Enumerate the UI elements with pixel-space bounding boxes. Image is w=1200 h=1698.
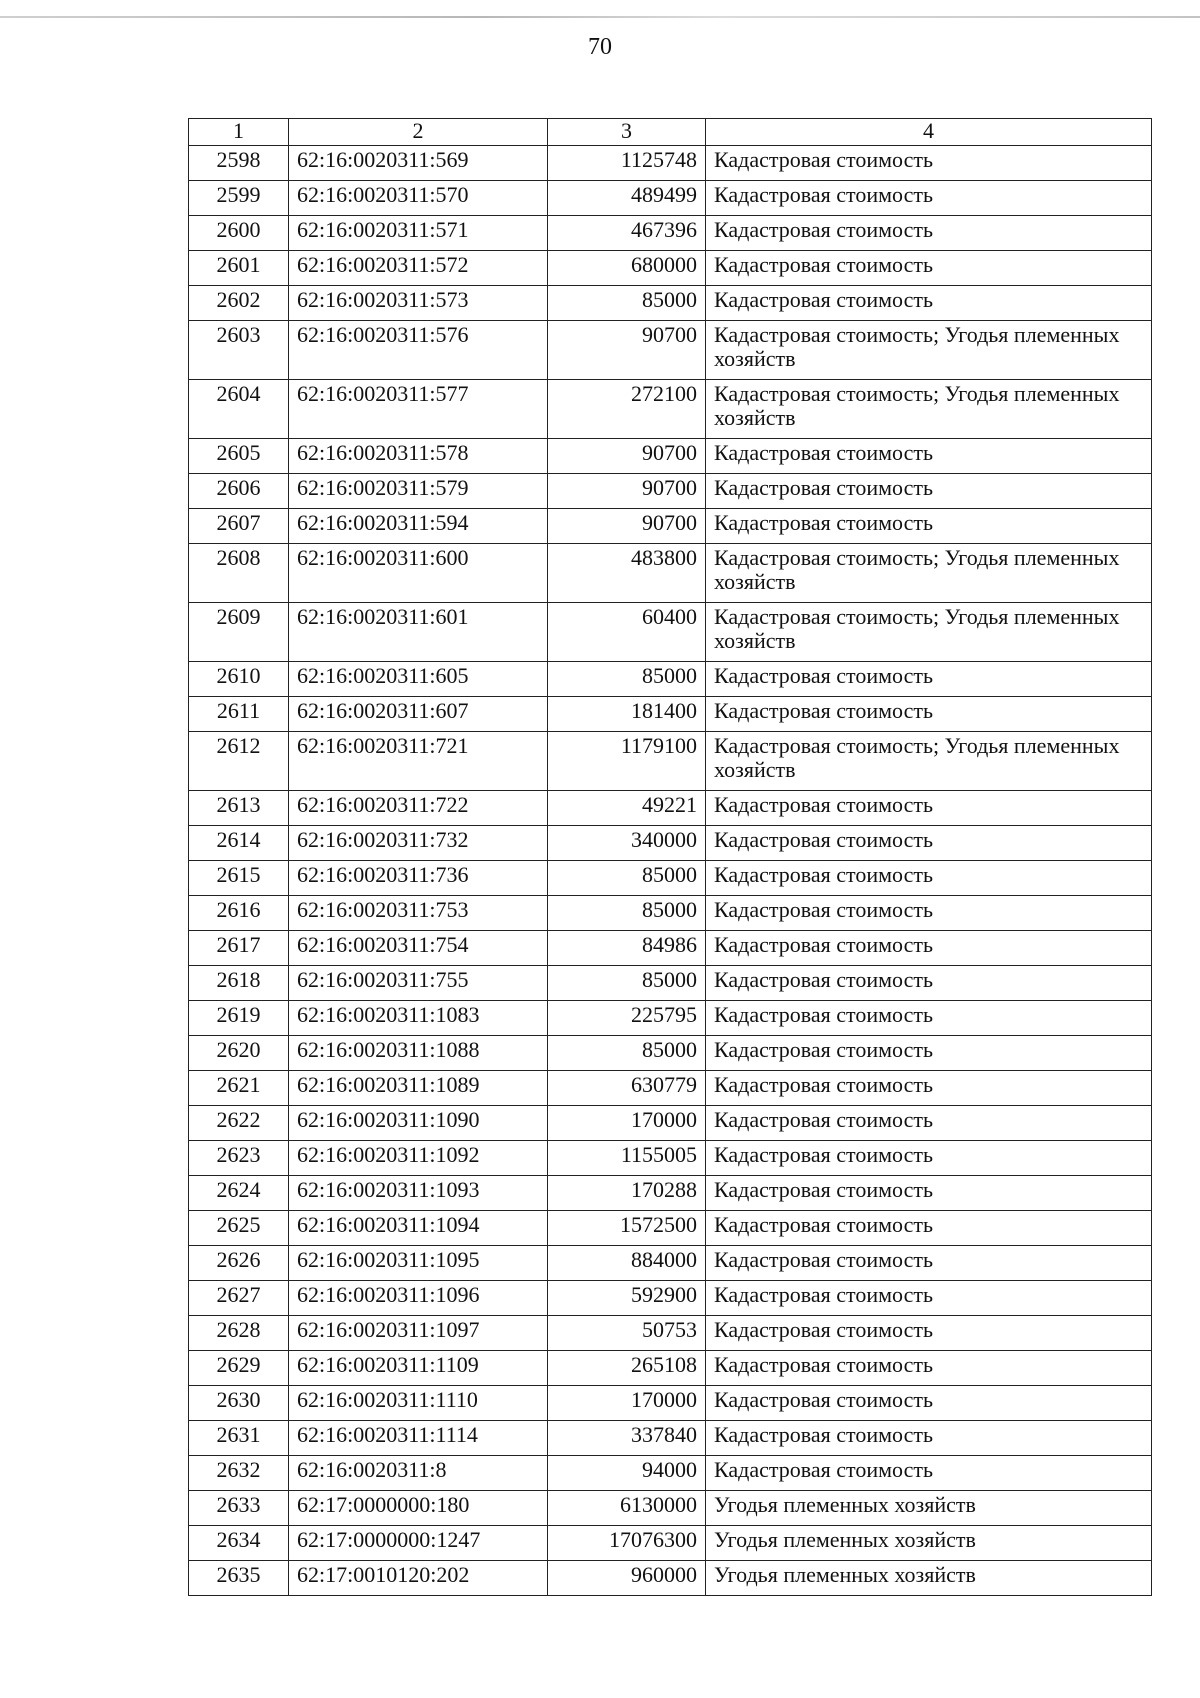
row-description: Кадастровая стоимость <box>706 1281 1152 1316</box>
row-value: 265108 <box>548 1351 706 1386</box>
row-description: Кадастровая стоимость <box>706 697 1152 732</box>
table-row <box>189 1526 1152 1561</box>
row-number: 2603 <box>189 321 289 380</box>
row-value: 884000 <box>548 1246 706 1281</box>
row-value: 181400 <box>548 697 706 732</box>
row-value: 6130000 <box>548 1491 706 1526</box>
cadastral-number: 62:16:0020311:1110 <box>289 1386 548 1421</box>
row-description: Кадастровая стоимость; Угодья племенных хозяйств <box>706 544 1152 603</box>
register-table <box>188 118 1152 1596</box>
row-description: Кадастровая стоимость <box>706 861 1152 896</box>
cadastral-number: 62:16:0020311:754 <box>289 931 548 966</box>
header-row <box>189 119 1152 146</box>
row-description: Кадастровая стоимость <box>706 826 1152 861</box>
row-description: Кадастровая стоимость <box>706 1421 1152 1456</box>
row-description: Кадастровая стоимость <box>706 1001 1152 1036</box>
table-row <box>189 1001 1152 1036</box>
row-description: Кадастровая стоимость <box>706 791 1152 826</box>
row-number: 2618 <box>189 966 289 1001</box>
row-number: 2619 <box>189 1001 289 1036</box>
row-number: 2606 <box>189 474 289 509</box>
row-number: 2620 <box>189 1036 289 1071</box>
row-number: 2612 <box>189 732 289 791</box>
table-row <box>189 1246 1152 1281</box>
table-row <box>189 1281 1152 1316</box>
row-description: Кадастровая стоимость <box>706 1106 1152 1141</box>
table-row <box>189 251 1152 286</box>
cadastral-number: 62:17:0000000:1247 <box>289 1526 548 1561</box>
row-number: 2631 <box>189 1421 289 1456</box>
row-value: 84986 <box>548 931 706 966</box>
row-number: 2605 <box>189 439 289 474</box>
row-description: Кадастровая стоимость <box>706 1246 1152 1281</box>
row-number: 2635 <box>189 1561 289 1596</box>
row-value: 272100 <box>548 380 706 439</box>
table-row <box>189 380 1152 439</box>
cadastral-number: 62:16:0020311:732 <box>289 826 548 861</box>
table-row <box>189 966 1152 1001</box>
cadastral-number: 62:16:0020311:605 <box>289 662 548 697</box>
table-row <box>189 1106 1152 1141</box>
cadastral-number: 62:16:0020311:1095 <box>289 1246 548 1281</box>
table-row <box>189 1071 1152 1106</box>
table-row <box>189 1351 1152 1386</box>
table-row <box>189 1211 1152 1246</box>
table-row <box>189 1421 1152 1456</box>
cadastral-number: 62:16:0020311:1094 <box>289 1211 548 1246</box>
row-description: Кадастровая стоимость <box>706 286 1152 321</box>
row-number: 2608 <box>189 544 289 603</box>
row-value: 85000 <box>548 896 706 931</box>
cadastral-number: 62:16:0020311:1090 <box>289 1106 548 1141</box>
cadastral-number: 62:16:0020311:601 <box>289 603 548 662</box>
header-col-4: 4 <box>706 119 1152 146</box>
row-value: 85000 <box>548 1036 706 1071</box>
table-row <box>189 216 1152 251</box>
cadastral-number: 62:16:0020311:1109 <box>289 1351 548 1386</box>
row-value: 960000 <box>548 1561 706 1596</box>
cadastral-number: 62:17:0000000:180 <box>289 1491 548 1526</box>
table-row <box>189 931 1152 966</box>
table-row <box>189 181 1152 216</box>
row-value: 225795 <box>548 1001 706 1036</box>
row-description: Кадастровая стоимость <box>706 216 1152 251</box>
row-number: 2609 <box>189 603 289 662</box>
cadastral-number: 62:16:0020311:572 <box>289 251 548 286</box>
row-description: Кадастровая стоимость <box>706 146 1152 181</box>
row-value: 337840 <box>548 1421 706 1456</box>
table-row <box>189 439 1152 474</box>
scan-edge-line <box>0 16 1200 18</box>
cadastral-number: 62:16:0020311:8 <box>289 1456 548 1491</box>
row-description: Кадастровая стоимость <box>706 662 1152 697</box>
row-value: 630779 <box>548 1071 706 1106</box>
cadastral-number: 62:16:0020311:722 <box>289 791 548 826</box>
row-value: 170000 <box>548 1106 706 1141</box>
row-description: Кадастровая стоимость <box>706 1176 1152 1211</box>
header-col-1: 1 <box>189 119 289 146</box>
table-row <box>189 662 1152 697</box>
row-number: 2616 <box>189 896 289 931</box>
table-row <box>189 1561 1152 1596</box>
row-description: Кадастровая стоимость; Угодья племенных хозяйств <box>706 603 1152 662</box>
row-description: Кадастровая стоимость <box>706 966 1152 1001</box>
row-number: 2628 <box>189 1316 289 1351</box>
table-row <box>189 1491 1152 1526</box>
row-value: 85000 <box>548 861 706 896</box>
row-value: 1572500 <box>548 1211 706 1246</box>
row-description: Кадастровая стоимость; Угодья племенных хозяйств <box>706 380 1152 439</box>
row-number: 2600 <box>189 216 289 251</box>
table-row <box>189 826 1152 861</box>
cadastral-number: 62:16:0020311:579 <box>289 474 548 509</box>
cadastral-number: 62:16:0020311:600 <box>289 544 548 603</box>
row-description: Кадастровая стоимость; Угодья племенных хозяйств <box>706 321 1152 380</box>
header-col-3: 3 <box>548 119 706 146</box>
row-description: Кадастровая стоимость <box>706 439 1152 474</box>
cadastral-number: 62:16:0020311:573 <box>289 286 548 321</box>
table-row <box>189 791 1152 826</box>
row-value: 170288 <box>548 1176 706 1211</box>
row-description: Кадастровая стоимость <box>706 1316 1152 1351</box>
cadastral-number: 62:16:0020311:576 <box>289 321 548 380</box>
table-row <box>189 286 1152 321</box>
table-row <box>189 861 1152 896</box>
row-value: 592900 <box>548 1281 706 1316</box>
cadastral-number: 62:16:0020311:736 <box>289 861 548 896</box>
cadastral-number: 62:16:0020311:1088 <box>289 1036 548 1071</box>
cadastral-number: 62:16:0020311:570 <box>289 181 548 216</box>
row-number: 2602 <box>189 286 289 321</box>
row-value: 1125748 <box>548 146 706 181</box>
table-row <box>189 896 1152 931</box>
row-description: Угодья племенных хозяйств <box>706 1526 1152 1561</box>
cadastral-number: 62:16:0020311:1083 <box>289 1001 548 1036</box>
table-row <box>189 603 1152 662</box>
cadastral-number: 62:16:0020311:1089 <box>289 1071 548 1106</box>
row-value: 90700 <box>548 439 706 474</box>
row-description: Кадастровая стоимость <box>706 1211 1152 1246</box>
row-value: 49221 <box>548 791 706 826</box>
page-number: 70 <box>588 34 612 60</box>
cadastral-number: 62:16:0020311:755 <box>289 966 548 1001</box>
table-row <box>189 1456 1152 1491</box>
row-number: 2627 <box>189 1281 289 1316</box>
header-col-2: 2 <box>289 119 548 146</box>
row-number: 2634 <box>189 1526 289 1561</box>
row-description: Кадастровая стоимость <box>706 896 1152 931</box>
table-row <box>189 1316 1152 1351</box>
cadastral-number: 62:16:0020311:607 <box>289 697 548 732</box>
row-number: 2624 <box>189 1176 289 1211</box>
row-number: 2614 <box>189 826 289 861</box>
row-number: 2626 <box>189 1246 289 1281</box>
row-value: 1179100 <box>548 732 706 791</box>
row-number: 2630 <box>189 1386 289 1421</box>
table-row <box>189 509 1152 544</box>
cadastral-number: 62:16:0020311:1114 <box>289 1421 548 1456</box>
cadastral-number: 62:17:0010120:202 <box>289 1561 548 1596</box>
row-value: 170000 <box>548 1386 706 1421</box>
table-row <box>189 1386 1152 1421</box>
row-value: 94000 <box>548 1456 706 1491</box>
row-number: 2599 <box>189 181 289 216</box>
table-row <box>189 732 1152 791</box>
row-description: Кадастровая стоимость <box>706 931 1152 966</box>
row-value: 1155005 <box>548 1141 706 1176</box>
row-number: 2622 <box>189 1106 289 1141</box>
table-row <box>189 146 1152 181</box>
row-description: Кадастровая стоимость <box>706 1351 1152 1386</box>
cadastral-number: 62:16:0020311:569 <box>289 146 548 181</box>
row-number: 2607 <box>189 509 289 544</box>
row-description: Угодья племенных хозяйств <box>706 1561 1152 1596</box>
cadastral-number: 62:16:0020311:578 <box>289 439 548 474</box>
row-value: 90700 <box>548 509 706 544</box>
row-value: 60400 <box>548 603 706 662</box>
row-value: 85000 <box>548 662 706 697</box>
row-value: 85000 <box>548 286 706 321</box>
cadastral-number: 62:16:0020311:721 <box>289 732 548 791</box>
row-number: 2613 <box>189 791 289 826</box>
row-number: 2625 <box>189 1211 289 1246</box>
row-number: 2601 <box>189 251 289 286</box>
row-description: Кадастровая стоимость <box>706 1036 1152 1071</box>
row-number: 2621 <box>189 1071 289 1106</box>
table-row <box>189 697 1152 732</box>
table-row <box>189 1141 1152 1176</box>
row-number: 2604 <box>189 380 289 439</box>
row-number: 2598 <box>189 146 289 181</box>
cadastral-number: 62:16:0020311:1096 <box>289 1281 548 1316</box>
row-description: Кадастровая стоимость <box>706 1386 1152 1421</box>
row-value: 467396 <box>548 216 706 251</box>
table-row <box>189 1176 1152 1211</box>
table-row <box>189 1036 1152 1071</box>
row-number: 2629 <box>189 1351 289 1386</box>
row-value: 85000 <box>548 966 706 1001</box>
row-value: 680000 <box>548 251 706 286</box>
row-number: 2632 <box>189 1456 289 1491</box>
row-value: 90700 <box>548 474 706 509</box>
cadastral-number: 62:16:0020311:571 <box>289 216 548 251</box>
cadastral-number: 62:16:0020311:1092 <box>289 1141 548 1176</box>
row-value: 90700 <box>548 321 706 380</box>
row-number: 2610 <box>189 662 289 697</box>
row-number: 2615 <box>189 861 289 896</box>
row-value: 17076300 <box>548 1526 706 1561</box>
row-description: Угодья племенных хозяйств <box>706 1491 1152 1526</box>
cadastral-number: 62:16:0020311:594 <box>289 509 548 544</box>
row-value: 489499 <box>548 181 706 216</box>
cadastral-number: 62:16:0020311:1093 <box>289 1176 548 1211</box>
row-number: 2611 <box>189 697 289 732</box>
row-value: 340000 <box>548 826 706 861</box>
row-value: 50753 <box>548 1316 706 1351</box>
row-description: Кадастровая стоимость <box>706 251 1152 286</box>
table-row <box>189 544 1152 603</box>
row-description: Кадастровая стоимость; Угодья племенных хозяйств <box>706 732 1152 791</box>
cadastral-number: 62:16:0020311:577 <box>289 380 548 439</box>
row-description: Кадастровая стоимость <box>706 509 1152 544</box>
row-description: Кадастровая стоимость <box>706 474 1152 509</box>
cadastral-number: 62:16:0020311:1097 <box>289 1316 548 1351</box>
row-number: 2623 <box>189 1141 289 1176</box>
table-row <box>189 321 1152 380</box>
row-description: Кадастровая стоимость <box>706 1071 1152 1106</box>
cadastral-number: 62:16:0020311:753 <box>289 896 548 931</box>
table-row <box>189 474 1152 509</box>
row-value: 483800 <box>548 544 706 603</box>
row-number: 2617 <box>189 931 289 966</box>
row-description: Кадастровая стоимость <box>706 1456 1152 1491</box>
row-description: Кадастровая стоимость <box>706 1141 1152 1176</box>
row-description: Кадастровая стоимость <box>706 181 1152 216</box>
row-number: 2633 <box>189 1491 289 1526</box>
